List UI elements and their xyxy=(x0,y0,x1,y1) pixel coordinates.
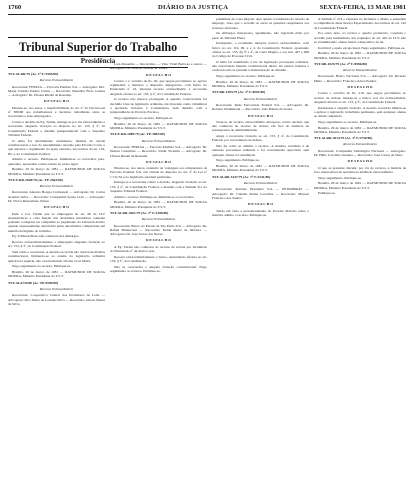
paragraph: O recurso não merece prosseguir. A questão controvertida foi decidida à luz de legislação ordinária, não havendo como vislumbrar a apontada violação à Constituição, nem dissídio com a jurisprudência do Pretório Excelso. xyxy=(110,97,207,115)
paragraph: A Súmula nº 274 e expressa no inclusive a direito e estendida à competência desta Justiça Especializada, nos termos do art. 142 da Constituição Federal. xyxy=(314,17,406,30)
appeal-type-label: Recurso Extraordinário xyxy=(243,96,278,101)
paragraph: Brasília, 26 de março de 1981 — RAYMUNDO DE SOUZA MOURA, Ministro Presidente do T.S.T. xyxy=(314,51,406,60)
text-column-1 xyxy=(8,70,105,498)
paragraph: Contra a decisão da Eg. Turma, insurge-se por via extraordinária a recorrente, alegando violação ao disposto no art. 153, § 3º, da Constituição Federal e dissídio jurisprudencial com o Supremo Tribunal Federal. xyxy=(8,120,105,137)
paragraph: Nego seguimento. Publique-se. xyxy=(318,175,362,180)
paragraph: Pede a Col. Turma que ao empregado do art. 60 da CLT enquadram-se a cada função das atividades insalubres, somente podendo a empresa ser compelida ao pagamento do adicional devido quando expressamente autorizada pelas autoridades competentes em matéria de higiene do trabalho. xyxy=(8,211,105,233)
paragraph: Brasília, 26 de março de 1981 — RAYMUNDO DE SOUZA MOURA, Ministro Presidente do T.S.T. xyxy=(314,181,406,190)
paragraph: Nego seguimento ao recurso. Publique-se. xyxy=(114,116,174,121)
despacho-heading: D E S P A C H O xyxy=(248,202,273,207)
appeal-type-label: Recurso Extraordinário xyxy=(343,142,377,147)
appeal-type-label: Recurso Extraordinário xyxy=(39,286,74,291)
paragraph: Admito o recurso. Publique-se. Intimem-se os recorridos para, querendo, apresentar contra-razões no prazo legal. xyxy=(8,157,105,166)
paragraph: Recorrente: Rede Ferroviária Federal S/A — Advogado: Dr. Roberto Drummond — Recorrido: João Batista de Souza. xyxy=(212,103,309,112)
paragraph: Brasília, 26 de março de 1981 — RAYMUNDO DE SOUZA MOURA, Ministro Presidente do T.S.T. xyxy=(314,125,406,134)
paragraph: Recorrente: Petróleo Brasileiro S/A — PETROBRÁS — Advogado: Dr. Cláudio Penna Lacombe — Recorrido: Manoel Francisco dos Santos. xyxy=(212,187,309,200)
paragraph: preliminar de coisa julgada, quer quanto à existência da relação de emprego, visto que o acórdão se ateve às questões respeitantes aos recursos ofertados. xyxy=(212,17,309,30)
page-header xyxy=(8,3,406,13)
paragraph: O tema foi examinado à luz da legislação processual ordinária, não envolvendo matéria constitucional direta. Os arestos trazidos a confronto não se prestam à demonstração do dissídio. xyxy=(212,59,309,73)
appeal-type-label: Recurso Extraordinário xyxy=(141,138,176,143)
header-rule xyxy=(8,14,406,15)
despacho-heading: D E S P A C H O xyxy=(146,238,171,243)
paragraph: Nego seguimento ao recurso. Publique-se. xyxy=(318,119,378,124)
paragraph: O tema foi devidamente examinado, matéria de alçada constitucional, a teor do entendimento adotado pela Excelsa Corte, o que autoriza o seguimento do apelo extremo, nos termos do art. 119, III, a, da Constituição Federal. xyxy=(8,138,105,156)
case-reference: TST-AI-RR-5147/79 (Ac. 1ª T./2241/80) xyxy=(212,174,271,179)
appeal-type-label: Recurso Extraordinário xyxy=(141,217,176,222)
paragraph: Recorre extraordinariamente o banco, sustentando afronta ao art. 153, § 3º, da Constituição. xyxy=(110,254,207,264)
issue-date: SEXTA-FEIRA, 13 MAR 1981 xyxy=(319,4,406,11)
paragraph: O que se pretende discutir, por via do recurso, é matéria de fato, insuscetível de reexame na instância extraordinária. xyxy=(314,165,406,174)
paragraph: Sem razão o recorrente. A decisão recorrida não cuidou de matéria constitucional, limitando-se ao exame da legislação ordinária aplicável à espécie, não caracterizando afronta à Lei Maior. xyxy=(8,250,105,263)
paragraph: Recorrente: FEPASA — Ferrovia Paulista S/A — Advogado: Dr. Nelson Castellões — Recorrido: Valdir Vicentin — Advogado: Dr. Ulisses Riedel de Resende. xyxy=(110,144,207,158)
paragraph: Nego seguimento. Publique-se. xyxy=(216,158,260,163)
case-reference: TST-AI-6734/80 (Ac. TP-9999/80) xyxy=(8,280,59,285)
text-column-4 xyxy=(314,17,406,498)
case-reference: TST-AI-RR/79 (Ac. 1ª T./3585/80) xyxy=(8,72,59,76)
despacho-heading: D E S P A C H O xyxy=(146,159,171,164)
paragraph: Os embargos interpostos, igualmente, não lograram êxito por parte do Tribunal Pleno. xyxy=(212,31,309,40)
text-column-3 xyxy=(212,17,309,498)
paragraph: Nego seguimento ao recurso. Publique-se. xyxy=(12,264,72,269)
paragraph: Contra o v. acórdão de fls. 92, que negou provimento ao agravo regimental, e manteve o despacho denegatório, com fulcro no Enunciado nº 42, interpõe recurso extraordinário a recorrente alegando ofensa ao art. 153, § 4º, da Constituição Federal. xyxy=(110,78,207,96)
despacho-heading: D E S P A C H O xyxy=(44,99,69,104)
paragraph: Lara Pessanha — Recorridos — Vitor Vidal Barbosa e outros — Advogado: Dr. Moacyr Arruda de Souza. xyxy=(110,62,207,71)
despacho-heading: D E S P A C H O xyxy=(347,85,373,90)
paragraph: Recorrente: Banco do Estado de São Paulo S/A — Advogado: Dr. Rafael Bittencourt — Recorrido: Neide Maria de Oliveira — Advogado: Dr. José Torres das Neves. xyxy=(110,223,207,237)
paragraph: Por outro lado, ao revisor o quadro probatório, concluiu o acórdão pela inexistência dos requisitos do art. 461 da CLT, não se vislumbrando ofensa literal a dispositivo de lei. xyxy=(314,31,406,44)
appeal-type-label: Recurso Extraordinário xyxy=(39,184,74,189)
paragraph: Contra o acórdão de fls. 210, que negou provimento ao recurso de revista, insurge-se o banco, por via extraordinária, alegando afronta ao art. 153, § 3º, da Constituição Federal. xyxy=(314,91,406,104)
paragraph: A Eg. Turma não conheceu do recurso de revista por incidência do Enunciado nº 42 desta Corte. xyxy=(110,244,207,254)
despacho-heading: D E S P A C H O xyxy=(44,205,69,210)
paragraph: Recorrente: FEPASA — Ferrovia Paulista S/A — Advogado: Dra. Maria Cristina Paixão Côrtes — Recorrido: Benedito Élcio Gomes — Advogado: Dr. Ulisses Riedel de Resende. xyxy=(8,84,105,98)
case-reference: TST-E-RR-1089/79 (Ac. TP-3881/80) xyxy=(110,132,165,137)
case-reference: TST-E-RR-2628/78 (Ac. TP-2663/80) xyxy=(8,177,63,182)
paragraph: Brasília, 26 de março de 1981 — RAYMUNDO DE SOUZA MOURA, Ministro Presidente do T.S.T. xyxy=(212,164,309,173)
case-reference: TST-RR-1493/79 (Ac. 3ª T./4001/80) xyxy=(212,90,266,95)
paragraph: Recorrente: Cooperativa Central dos Produtores de Leite — Advogado: Dra. Maria de Lourdes Silva — Recorrido: Gilson Nunes da Silva. xyxy=(8,293,105,306)
journal-title: DIÁRIO DA JUSTIÇA xyxy=(158,4,229,11)
court-title-box xyxy=(8,37,188,57)
paragraph: Alega a recorrente violação ao art. 153, § 4º, da Constituição Federal, por cerceamento de defesa. xyxy=(212,134,309,143)
paragraph: Brasília, 26 de março de 1981 — RAYMUNDO DE SOUZA MOURA, Ministro Presidente do T.S.T. xyxy=(212,79,309,89)
paragraph: Nego seguimento ao recurso. Publique-se. xyxy=(216,74,276,79)
paragraph: Trata-se de recurso extraordinário interposto contra decisão que não conheceu do recurso de revista, em face da ausência de pressupostos de admissibilidade. xyxy=(212,119,309,133)
appeal-type-label: Recurso Extraordinário xyxy=(39,78,74,83)
appeal-type-label: Recurso Extraordinário xyxy=(243,181,278,186)
despacho-heading: D E S P A C H O xyxy=(146,72,171,77)
paragraph: Brasília, 26 de março de 1981 — RAYMUNDO DE SOUZA MOURA, Ministro Presidente do T.S.T. xyxy=(110,200,207,209)
case-reference: TST-RR-1025/79 (Ac. 2ª T./0986/80) xyxy=(314,61,368,66)
paragraph: Recorrente: Antonio Borges Cremonezi — Advogado: Dr. Carlos Arnaldo Selva — Recorrido: Companhia Souza Cruz — Advogado: Dr. Victor Russomano Júnior. xyxy=(8,190,105,203)
paragraph: Discute-se, nos autos, a inaplicabilidade do art. 2º do Decreto-lei nº 389/68 aos trabalhadores e decisões trabalhistas entre as recorrentes e seus empregados. xyxy=(8,105,105,119)
page-number: 1760 xyxy=(8,4,22,11)
paragraph: Publique-se. xyxy=(318,191,336,196)
section-title: Presidência xyxy=(80,57,116,65)
despacho-heading: D E S P A C H O xyxy=(248,113,273,118)
paragraph: Brasília, 26 de março de 1981 — RAYMUNDO DE SOUZA MOURA, Ministro Presidente do T.S.T. xyxy=(8,270,105,279)
paragraph: Eg. Tribunal Pleno não conheceu dos embargos. xyxy=(12,234,80,239)
paragraph: Incabível o apelo excepcional. Nego seguimento. Publique-se. xyxy=(318,45,406,50)
case-reference: TST-AI-RR-2601/79 (Ac. 2ª T./1288/80) xyxy=(110,210,169,215)
paragraph: Não há como se admitir o recurso. A matéria ventilada é de natureza processual ordinária e foi corretamente apreciada, sem qualquer ofensa à Constituição. xyxy=(212,144,309,157)
paragraph: Brasília, 26 de março de 1981 — RAYMUNDO DE SOUZA MOURA, Ministro Presidente do T.S.T. xyxy=(8,167,105,176)
paragraph: Insurge-se a recorrente contra a decisão, alegando violação ao art. 153, § 2º, da Constituição Federal, e dissídio com a Súmula 311 do Supremo Tribunal Federal. xyxy=(110,180,207,193)
paragraph: Não se caracteriza a alegada violação constitucional. Nego seguimento ao recurso. Publique-se. xyxy=(110,264,207,273)
paragraph: Brasília, 26 de março de 1981 — RAYMUNDO DE SOUZA MOURA, Ministro Presidente do T.S.T. xyxy=(110,121,207,131)
text-column-2 xyxy=(110,62,207,498)
paragraph: Recorre extraordinariamente o empregado alegando violação ao art. 153, § 3º, da Constituição Federal. xyxy=(8,240,105,249)
paragraph: Tendo em vista o pronunciamento do Excelso Pretório sobre a matéria, admito o recurso. Publique-se. xyxy=(212,208,309,217)
paragraph: Irresignado, o reclamado interpõe recurso extraordinário, com fulcro no art. 119, III, a e d, da Constituição Federal, apontando ofensa ao art. 153, §§ 3º e 4º, da Carta Magna, e aos arts. 467 e 468 do Código de Processo Civil. xyxy=(212,41,309,59)
paragraph: Recorrente: Companhia Siderúrgica Nacional — Advogado: Dr. Hélio Carvalho Santana — Recorrido: José Carlos da Silva. xyxy=(314,148,406,158)
paragraph: Recorrente: Banco Nacional S/A — Advogado: Dr. Ricardo Diniz — Recorrido: Francisco Alves Pereira. xyxy=(314,74,406,83)
paragraph: Discute-se, nos autos, extensão de vantagens aos empregados da Ferrovia Paulista S/A, em virtude do disposto no art. 4º da Lei nº 1.711/52 e na legislação estadual pertinente. xyxy=(110,166,207,179)
appeal-type-label: Recurso Extraordinário xyxy=(343,68,377,73)
paragraph: Inexistente a alegada violação. A decisão recorrida limitou-se a aplicar a legislação trabalhista pertinente, sem qualquer ofensa ao direito adquirido. xyxy=(314,105,406,119)
paragraph: Admito o recurso. Publique-se. Intimem-se os recorridos. xyxy=(114,194,195,199)
despacho-heading: D E S P A C H O xyxy=(347,159,373,164)
court-title: Tribunal Superior do Trabalho xyxy=(18,39,178,54)
case-reference: TST-AI-RR-3014/79 (Ac. 3ª T./2750/80) xyxy=(314,136,373,141)
